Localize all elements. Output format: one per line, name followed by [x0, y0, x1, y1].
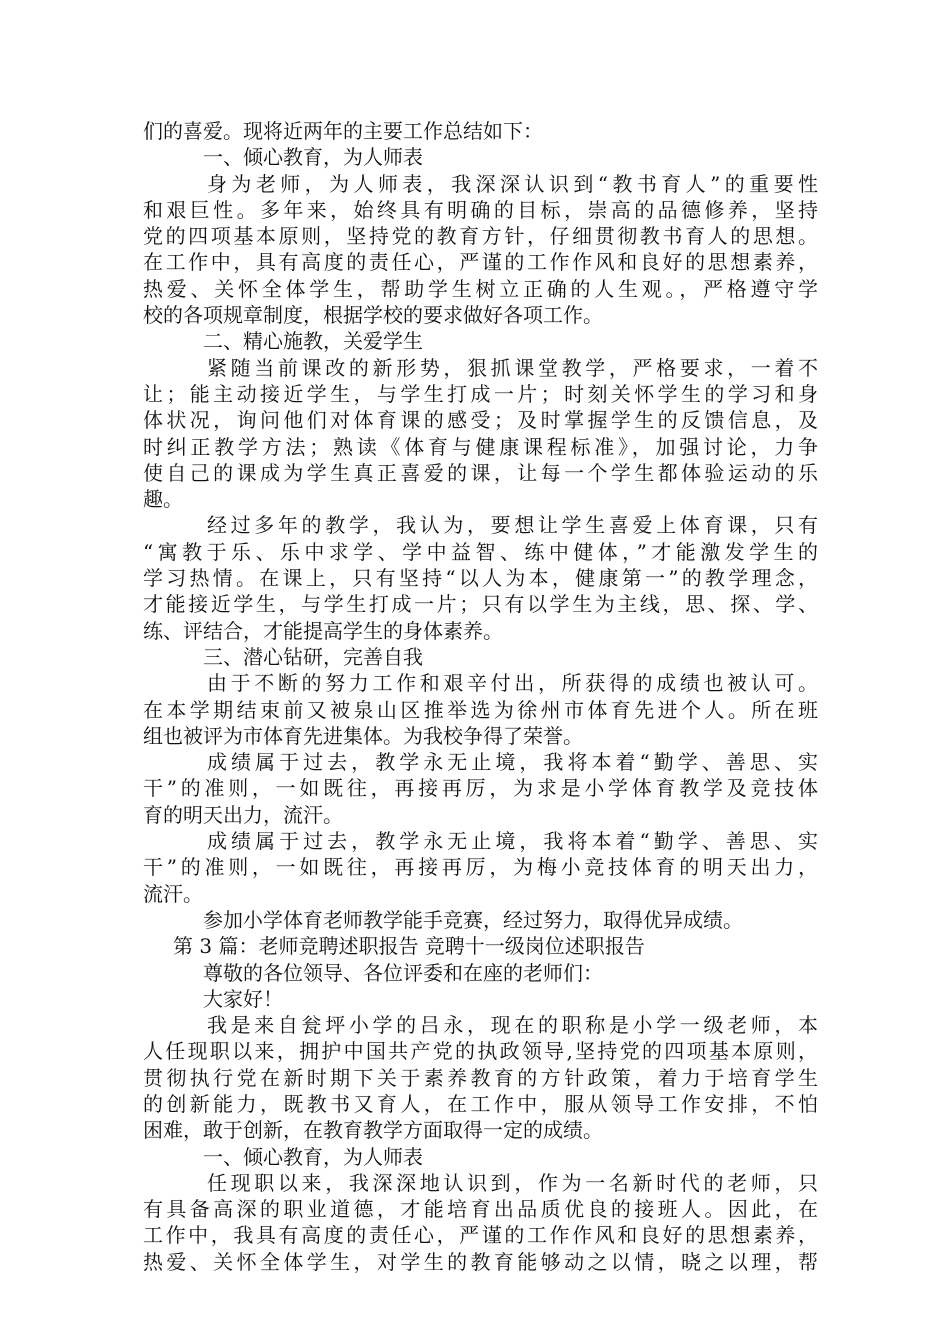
text-line: 时纠正教学方法；熟读《体育与健康课程标准》，加强讨论，力争 — [143, 434, 818, 459]
text-line: 尊敬的各位领导、各位评委和在座的老师们： — [203, 960, 603, 985]
text-line: 党的四项基本原则，坚持党的教育方针，仔细贯彻教书育人的思想。 — [143, 224, 818, 249]
text-line: 贯彻执行党在新时期下关于素养教育的方针政策，着力于培育学生 — [143, 1065, 818, 1090]
text-line: “寓教于乐、乐中求学、学中益智、练中健体，”才能激发学生的 — [143, 539, 818, 564]
text-line: 经过多年的教学，我认为，要想让学生喜爱上体育课，只有 — [207, 513, 818, 538]
text-line: 三、潜心钻研，完善自我 — [203, 644, 423, 669]
text-line: 组也被评为市体育先进集体。为我校争得了荣誉。 — [143, 723, 583, 748]
text-line: 让；能主动接近学生，与学生打成一片；时刻关怀学生的学习和身 — [143, 381, 818, 406]
text-line: 学习热情。在课上，只有坚持“以人为本，健康第一”的教学理念， — [143, 566, 818, 591]
text-line: 紧随当前课改的新形势，狠抓课堂教学，严格要求，一着不 — [207, 355, 818, 380]
text-line: 在工作中，具有高度的责任心，严谨的工作作风和良好的思想素养， — [143, 250, 818, 275]
text-line: 工作中，我具有高度的责任心，严谨的工作作风和良好的思想素养， — [143, 1223, 818, 1248]
text-line: 身为老师，为人师表，我深深认识到“教书育人”的重要性 — [207, 171, 818, 196]
text-line: 我是来自瓮坪小学的吕永，现在的职称是小学一级老师，本 — [207, 1013, 818, 1038]
text-line: 干”的准则，一如既往，再接再厉，为梅小竞技体育的明天出力， — [143, 855, 818, 880]
text-line: 们的喜爱。现将近两年的主要工作总结如下： — [143, 119, 543, 143]
text-line: 参加小学体育老师教学能手竞赛，经过努力，取得优异成绩。 — [203, 907, 743, 932]
text-line: 人任现职以来，拥护中国共产党的执政领导,坚持党的四项基本原则， — [143, 1039, 818, 1064]
text-line: 练、评结合，才能提高学生的身体素养。 — [143, 618, 503, 643]
text-line: 一、倾心教育，为人师表 — [203, 145, 423, 170]
text-line: 的创新能力，既教书又育人，在工作中，服从领导工作安排，不怕 — [143, 1091, 818, 1116]
text-line: 流汗。 — [143, 881, 203, 906]
text-line: 趣。 — [143, 487, 183, 512]
text-line: 困难，敢于创新，在教育教学方面取得一定的成绩。 — [143, 1118, 603, 1143]
text-line: 使自己的课成为学生真正喜爱的课，让每一个学生都体验运动的乐 — [143, 460, 818, 485]
text-line: 在本学期结束前又被泉山区推举选为徐州市体育先进个人。所在班 — [143, 697, 818, 722]
text-line: 体状况，询问他们对体育课的感受；及时掌握学生的反馈信息，及 — [143, 408, 818, 433]
text-line: 校的各项规章制度，根据学校的要求做好各项工作。 — [143, 303, 603, 328]
text-line: 热爱、关怀全体学生，对学生的教育能够动之以情，晓之以理，帮 — [143, 1249, 818, 1274]
text-line: 大家好！ — [203, 986, 283, 1011]
text-line: 由于不断的努力工作和艰辛付出，所获得的成绩也被认可。 — [207, 671, 818, 696]
text-line: 成绩属于过去，教学永无止境，我将本着“勤学、善思、实 — [207, 750, 818, 775]
text-line: 二、精心施教，关爱学生 — [203, 329, 423, 354]
text-line: 热爱、关怀全体学生，帮助学生树立正确的人生观。，严格遵守学 — [143, 276, 818, 301]
text-line: 育的明天出力，流汗。 — [143, 802, 343, 827]
text-line: 第 3 篇：老师竞聘述职报告 竞聘十一级岗位述职报告 — [173, 934, 645, 959]
document-page — [143, 118, 818, 1275]
text-line: 有具备高深的职业道德，才能培育出品质优良的接班人。因此，在 — [143, 1197, 818, 1222]
text-line: 和艰巨性。多年来，始终具有明确的目标，崇高的品德修养，坚持 — [143, 197, 818, 222]
text-line: 一、倾心教育，为人师表 — [203, 1144, 423, 1169]
text-line: 成绩属于过去，教学永无止境，我将本着“勤学、善思、实 — [207, 829, 818, 854]
text-line: 才能接近学生，与学生打成一片；只有以学生为主线，思、探、学、 — [143, 592, 818, 617]
text-line: 干”的准则，一如既往，再接再厉，为求是小学体育教学及竞技体 — [143, 776, 818, 801]
text-line: 任现职以来，我深深地认识到，作为一名新时代的老师，只 — [207, 1170, 818, 1195]
